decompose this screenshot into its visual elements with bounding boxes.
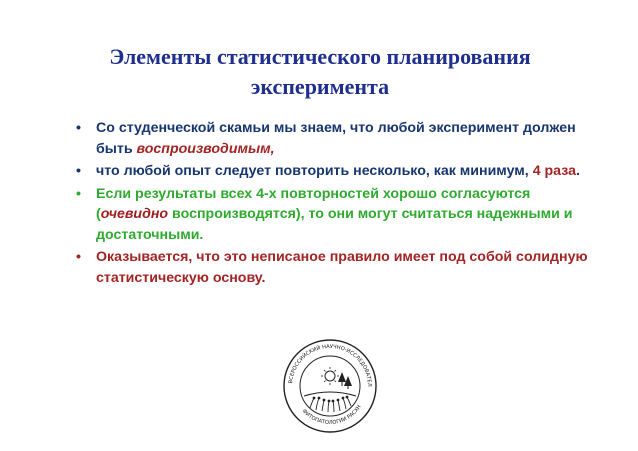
bullet-text: Оказывается, что это неписаное правило имеет под собой солидную статистическую основу. <box>96 249 588 286</box>
bullet-text: Со студенческой скамьи мы знаем, что любой эксперимент должен быть <box>96 120 576 157</box>
bullet-marker: • <box>76 185 81 202</box>
bullet-text: что любой опыт следует повторить несколько, как минимум, <box>96 163 533 179</box>
bullet-marker: • <box>76 120 81 136</box>
bullet-item-1 <box>76 118 596 159</box>
slide-title-line1: Элементы статистического планирования <box>109 44 531 69</box>
bullet-item-3 <box>76 184 596 246</box>
bullet-item-4 <box>76 247 596 288</box>
bullet-list <box>76 118 596 290</box>
bullet-marker: • <box>76 249 81 265</box>
bullet-text-end: воспроизводятся), то они могут считаться надежными и достаточными. <box>96 206 573 243</box>
bullet-emphasis: очевидно <box>100 206 169 222</box>
bullet-text: Если результаты всех 4-х повторностей хорошо согласуются ( <box>96 185 531 222</box>
bullet-text-end: . <box>576 163 580 179</box>
slide-title <box>40 42 600 102</box>
bullet-emphasis: воспроизводимым, <box>136 140 275 157</box>
bullet-marker: • <box>76 163 81 179</box>
seal-text-top: ВСЕРОССИЙСКИЙ НАУЧНО-ИССЛЕДОВАТЕЛ <box>288 343 373 387</box>
seal-text-bottom: ФИТОПАТОЛОГИИ РАСХН <box>300 404 363 427</box>
bullet-item-2 <box>76 161 596 182</box>
slide-title-line2: эксперимента <box>250 74 390 99</box>
bullet-emphasis: 4 раза <box>532 163 577 179</box>
institution-seal-logo <box>282 338 378 434</box>
